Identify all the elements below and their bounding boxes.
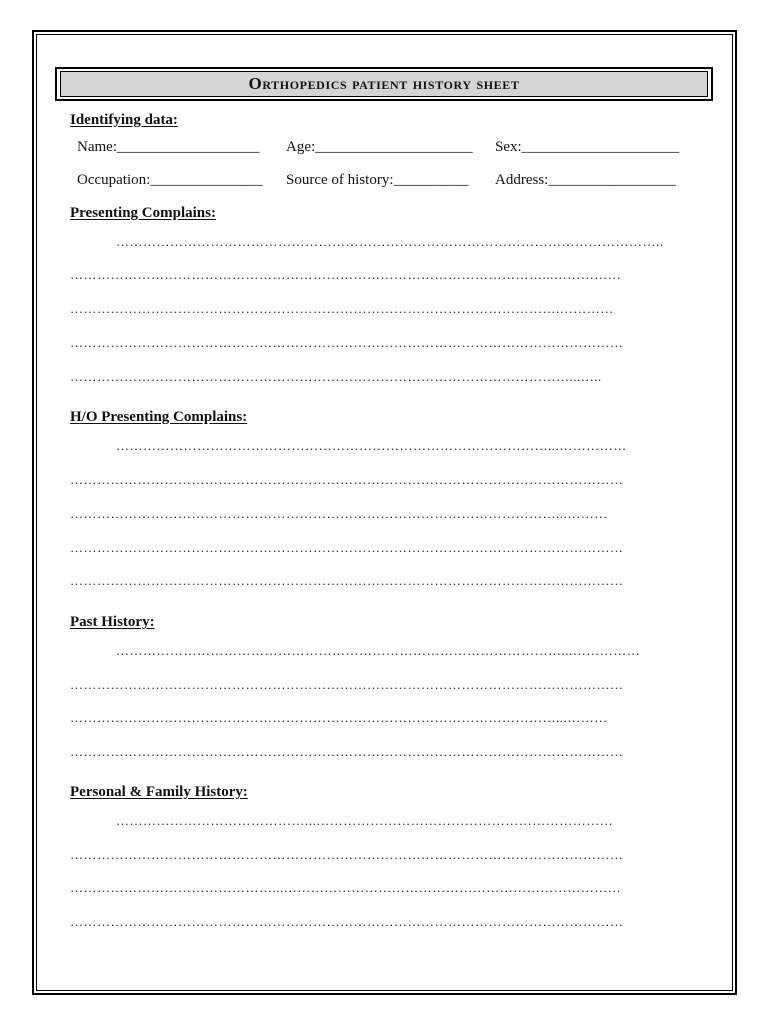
past-history-line[interactable]: ………………………………………………………………………………………...…………… (116, 643, 641, 658)
personal-history-line[interactable]: …………………………………………………………………………………………………………… (70, 847, 624, 862)
past-history-heading: Past History: (70, 614, 155, 630)
personal-history-line[interactable]: ……………………………………...………………………………………………………… (116, 813, 614, 828)
sex-field[interactable]: Sex:_____________________ (495, 139, 680, 155)
ho-presenting-line[interactable]: …………………………………………………………………………………………………………… (70, 540, 624, 555)
presenting-complains-heading: Presenting Complains: (70, 205, 216, 221)
page-title: Orthopedics patient history sheet (248, 74, 520, 93)
address-field[interactable]: Address:_________________ (495, 172, 676, 188)
ho-presenting-line[interactable]: …………………………………………………………………………………………………………… (70, 573, 624, 588)
occupation-field[interactable]: Occupation:_______________ (77, 172, 263, 188)
presenting-line[interactable]: …………………………………………………………………………………………………………… (70, 335, 624, 350)
presenting-line[interactable]: ……………………………………………………………………………………………….………… (70, 301, 614, 316)
identifying-data-heading: Identifying data: (70, 112, 178, 128)
personal-family-history-heading: Personal & Family History: (70, 784, 248, 800)
name-field[interactable]: Name:___________________ (77, 139, 260, 155)
past-history-line[interactable]: ………………………………………………………………………………………………...……… (70, 710, 608, 725)
personal-history-line[interactable]: …………………………………………………………………………………………………………… (70, 914, 624, 929)
past-history-line[interactable]: …………………………………………………………………………………………………………… (70, 744, 624, 759)
ho-presenting-line[interactable]: …………………………………………………………………………………………………………… (70, 472, 624, 487)
past-history-line[interactable]: …………………………………………………………………………………………………………… (70, 677, 624, 692)
age-field[interactable]: Age:_____________________ (286, 139, 473, 155)
presenting-line[interactable]: …………………………………………………………………………………………………...….. (70, 369, 602, 384)
ho-presenting-complains-heading: H/O Presenting Complains: (70, 409, 248, 425)
source-of-history-field[interactable]: Source of history:__________ (286, 172, 469, 188)
personal-history-line[interactable]: ………………………………………...………………………………………………………………… (70, 880, 622, 895)
ho-presenting-line[interactable]: ……………………………………………………………………………………...…………… (116, 438, 627, 453)
presenting-line[interactable]: ……………………………………………………………………………………………...…………… (70, 267, 622, 282)
presenting-line[interactable]: ………………………………………………………………………………………………………….. (116, 234, 664, 249)
ho-presenting-line[interactable]: ………………………………………………………………………………………………...……… (70, 506, 608, 521)
title-banner (60, 71, 708, 97)
